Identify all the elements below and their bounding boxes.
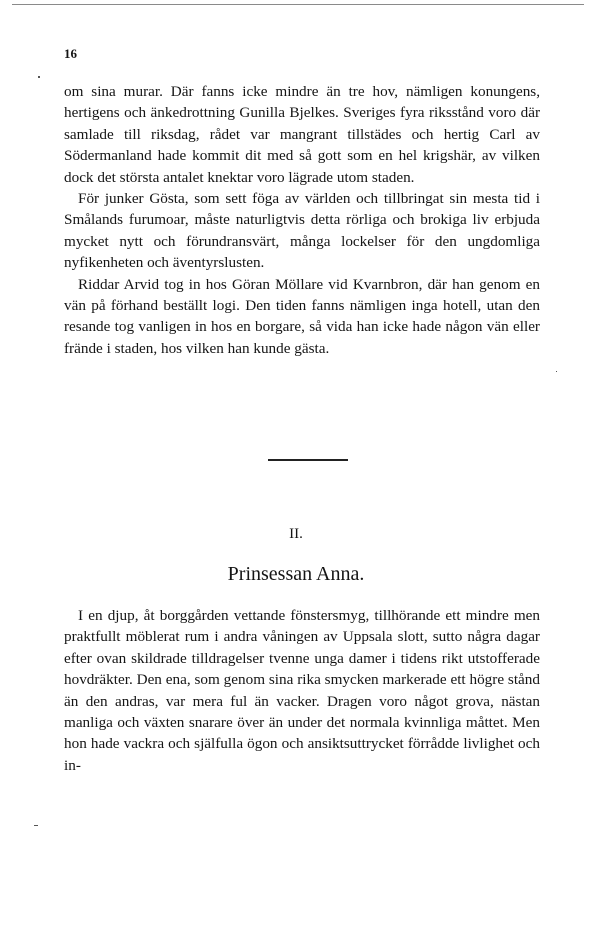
section-2-text [64, 605, 540, 776]
chapter-number: II. [289, 526, 303, 542]
section-divider [268, 459, 348, 461]
paragraph: För junker Gösta, som sett föga av världen och tillbringat sin mesta tid i Smålands furumoar, måste naturligtvis detta rörliga och brokiga liv erbjuda mycket nytt och förundransvärt, många lockelser för den ungdomliga nyfikenheten och äventyrslusten. [64, 190, 540, 272]
paragraph: Riddar Arvid tog in hos Göran Möllare vid Kvarnbron, där han genom en vän på förhand beställt logi. Den tiden fanns nämligen inga hotell, utan den resande tog vanligen in hos en borgare, så vida han icke hade någon vän eller frände i staden, hos vilken han kunde gästa. [64, 275, 540, 357]
scan-speck [34, 825, 38, 826]
section-1-text [64, 81, 540, 359]
scan-speck [556, 371, 557, 372]
scan-speck [38, 76, 40, 78]
paragraph: I en djup, åt borggården vettande fönstersmyg, tillhörande ett mindre men praktfullt möblerat rum i andra våningen av Uppsala slott, sutto några dagar efter ovan skildrade tilldragelser tvenne unga damer i tidens rikt utstofferade hovdräkter. Den ena, som genom sina rika smycken markerade ett högre stånd än den andras, var mera ful än vacker. Dragen voro något grova, nästan manliga och växten snarare över än under det normala kvinnliga måttet. Men hon hade vackra och själfulla ögon och ansiktsuttrycket förrådde livlighet och in- [64, 607, 540, 774]
page-top-edge [12, 4, 584, 5]
chapter-title: Prinsessan Anna. [227, 563, 365, 585]
paragraph: om sina murar. Där fanns icke mindre än tre hov, nämligen konungens, hertigens och änkedrottning Gunilla Bjelkes. Sveriges fyra riksstånd voro där samlade till riksdag, rådet var mangrant tillstädes och hertig Carl av Södermanland hade kommit dit med så gott som en hel krigshär, av vilken dock det största antalet knektar voro lägrade utom staden. [64, 83, 540, 186]
page-number: 16 [64, 46, 77, 61]
